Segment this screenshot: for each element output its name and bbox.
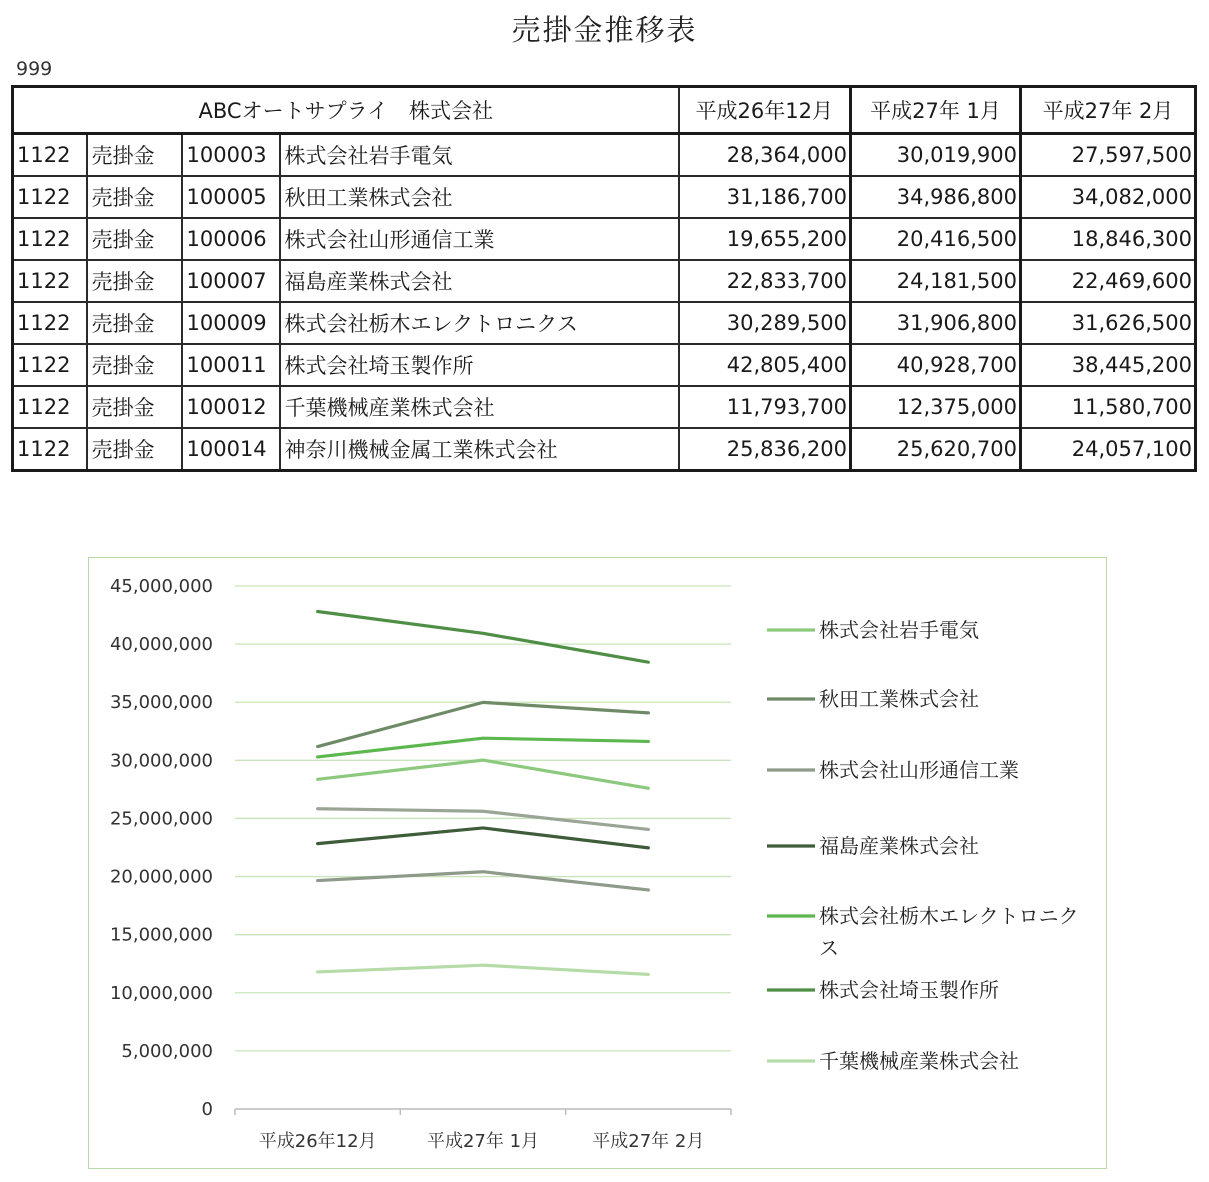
legend-label: 秋田工業株式会社 <box>819 687 979 711</box>
period-header-1: 平成26年12月 <box>679 87 851 134</box>
series-line-5 <box>318 738 649 757</box>
amount-cell: 22,469,600 <box>1021 260 1196 302</box>
account-name-cell: 売掛金 <box>87 302 182 344</box>
legend-label: 福島産業株式会社 <box>819 834 979 858</box>
legend-label: 株式会社岩手電気 <box>819 618 979 642</box>
legend-label: 株式会社栃木エレクトロニクス <box>819 904 1079 960</box>
amount-cell: 24,181,500 <box>851 260 1021 302</box>
amount-cell: 24,057,100 <box>1021 428 1196 471</box>
amount-cell: 30,019,900 <box>851 134 1021 177</box>
account-code-cell: 1122 <box>13 134 87 177</box>
amount-cell: 27,597,500 <box>1021 134 1196 177</box>
legend-label: 株式会社埼玉製作所 <box>819 978 999 1002</box>
table-row <box>13 260 1196 302</box>
table-row <box>13 428 1196 471</box>
table-row <box>13 176 1196 218</box>
series-line-6 <box>318 612 649 663</box>
amount-cell: 12,375,000 <box>851 386 1021 428</box>
customer-code-cell: 100005 <box>182 176 280 218</box>
amount-cell: 34,082,000 <box>1021 176 1196 218</box>
amount-cell: 11,580,700 <box>1021 386 1196 428</box>
customer-code-cell: 100007 <box>182 260 280 302</box>
y-tick-label: 40,000,000 <box>109 634 213 656</box>
chart-area <box>88 557 1107 1169</box>
customer-name-cell: 千葉機械産業株式会社 <box>280 386 679 428</box>
y-tick-label: 5,000,000 <box>121 1040 213 1062</box>
customer-name-cell: 株式会社山形通信工業 <box>280 218 679 260</box>
account-name-cell: 売掛金 <box>87 428 182 471</box>
period-header-3: 平成27年 2月 <box>1021 87 1196 134</box>
account-code-cell: 1122 <box>13 218 87 260</box>
customer-name-cell: 福島産業株式会社 <box>280 260 679 302</box>
y-tick-label: 35,000,000 <box>109 692 213 714</box>
y-tick-label: 30,000,000 <box>109 750 213 772</box>
amount-cell: 38,445,200 <box>1021 344 1196 386</box>
amount-cell: 22,833,700 <box>679 260 851 302</box>
amount-cell: 25,620,700 <box>851 428 1021 471</box>
customer-name-cell: 神奈川機械金属工業株式会社 <box>280 428 679 471</box>
account-name-cell: 売掛金 <box>87 344 182 386</box>
amount-cell: 28,364,000 <box>679 134 851 177</box>
account-code-cell: 1122 <box>13 176 87 218</box>
account-code-cell: 1122 <box>13 344 87 386</box>
series-line-4 <box>318 828 649 848</box>
legend-label: 株式会社山形通信工業 <box>819 758 1019 782</box>
document-code: 999 <box>16 58 53 80</box>
amount-cell: 31,626,500 <box>1021 302 1196 344</box>
customer-code-cell: 100012 <box>182 386 280 428</box>
period-header-2: 平成27年 1月 <box>851 87 1021 134</box>
account-name-cell: 売掛金 <box>87 176 182 218</box>
series-line-3 <box>318 872 649 890</box>
series-line-7 <box>318 965 649 974</box>
customer-name-cell: 株式会社岩手電気 <box>280 134 679 177</box>
y-tick-label: 15,000,000 <box>109 924 213 946</box>
customer-code-cell: 100003 <box>182 134 280 177</box>
amount-cell: 34,986,800 <box>851 176 1021 218</box>
table-row <box>13 134 1196 177</box>
amount-cell: 30,289,500 <box>679 302 851 344</box>
account-code-cell: 1122 <box>13 302 87 344</box>
customer-code-cell: 100011 <box>182 344 280 386</box>
x-tick-label: 平成26年12月 <box>258 1131 377 1152</box>
amount-cell: 42,805,400 <box>679 344 851 386</box>
x-tick-label: 平成27年 1月 <box>426 1131 540 1152</box>
table-row <box>13 302 1196 344</box>
account-code-cell: 1122 <box>13 386 87 428</box>
table-body <box>13 134 1196 471</box>
amount-cell: 11,793,700 <box>679 386 851 428</box>
table-row <box>13 218 1196 260</box>
customer-code-cell: 100014 <box>182 428 280 471</box>
account-name-cell: 売掛金 <box>87 134 182 177</box>
amount-cell: 40,928,700 <box>851 344 1021 386</box>
amount-cell: 25,836,200 <box>679 428 851 471</box>
amount-cell: 19,655,200 <box>679 218 851 260</box>
table-header-row <box>13 87 1196 134</box>
table-row <box>13 386 1196 428</box>
amount-cell: 31,186,700 <box>679 176 851 218</box>
account-name-cell: 売掛金 <box>87 260 182 302</box>
document-title: 売掛金推移表 <box>511 13 698 47</box>
account-code-cell: 1122 <box>13 428 87 471</box>
y-tick-label: 0 <box>201 1099 213 1120</box>
account-name-cell: 売掛金 <box>87 218 182 260</box>
y-tick-label: 10,000,000 <box>109 982 213 1004</box>
amount-cell: 31,906,800 <box>851 302 1021 344</box>
y-tick-label: 25,000,000 <box>109 808 213 830</box>
customer-name-cell: 秋田工業株式会社 <box>280 176 679 218</box>
account-name-cell: 売掛金 <box>87 386 182 428</box>
y-tick-label: 20,000,000 <box>109 866 213 888</box>
company-name-header: ABCオートサプライ 株式会社 <box>13 87 679 134</box>
customer-code-cell: 100009 <box>182 302 280 344</box>
customer-code-cell: 100006 <box>182 218 280 260</box>
receivables-table <box>11 85 1197 472</box>
table-row <box>13 344 1196 386</box>
x-tick-label: 平成27年 2月 <box>592 1131 705 1152</box>
amount-cell: 20,416,500 <box>851 218 1021 260</box>
customer-name-cell: 株式会社埼玉製作所 <box>280 344 679 386</box>
y-tick-label: 45,000,000 <box>109 576 213 597</box>
customer-name-cell: 株式会社栃木エレクトロニクス <box>280 302 679 344</box>
receivables-line-chart <box>89 558 1105 1167</box>
legend-label: 千葉機械産業株式会社 <box>819 1049 1019 1073</box>
account-code-cell: 1122 <box>13 260 87 302</box>
series-line-1 <box>318 760 649 788</box>
amount-cell: 18,846,300 <box>1021 218 1196 260</box>
